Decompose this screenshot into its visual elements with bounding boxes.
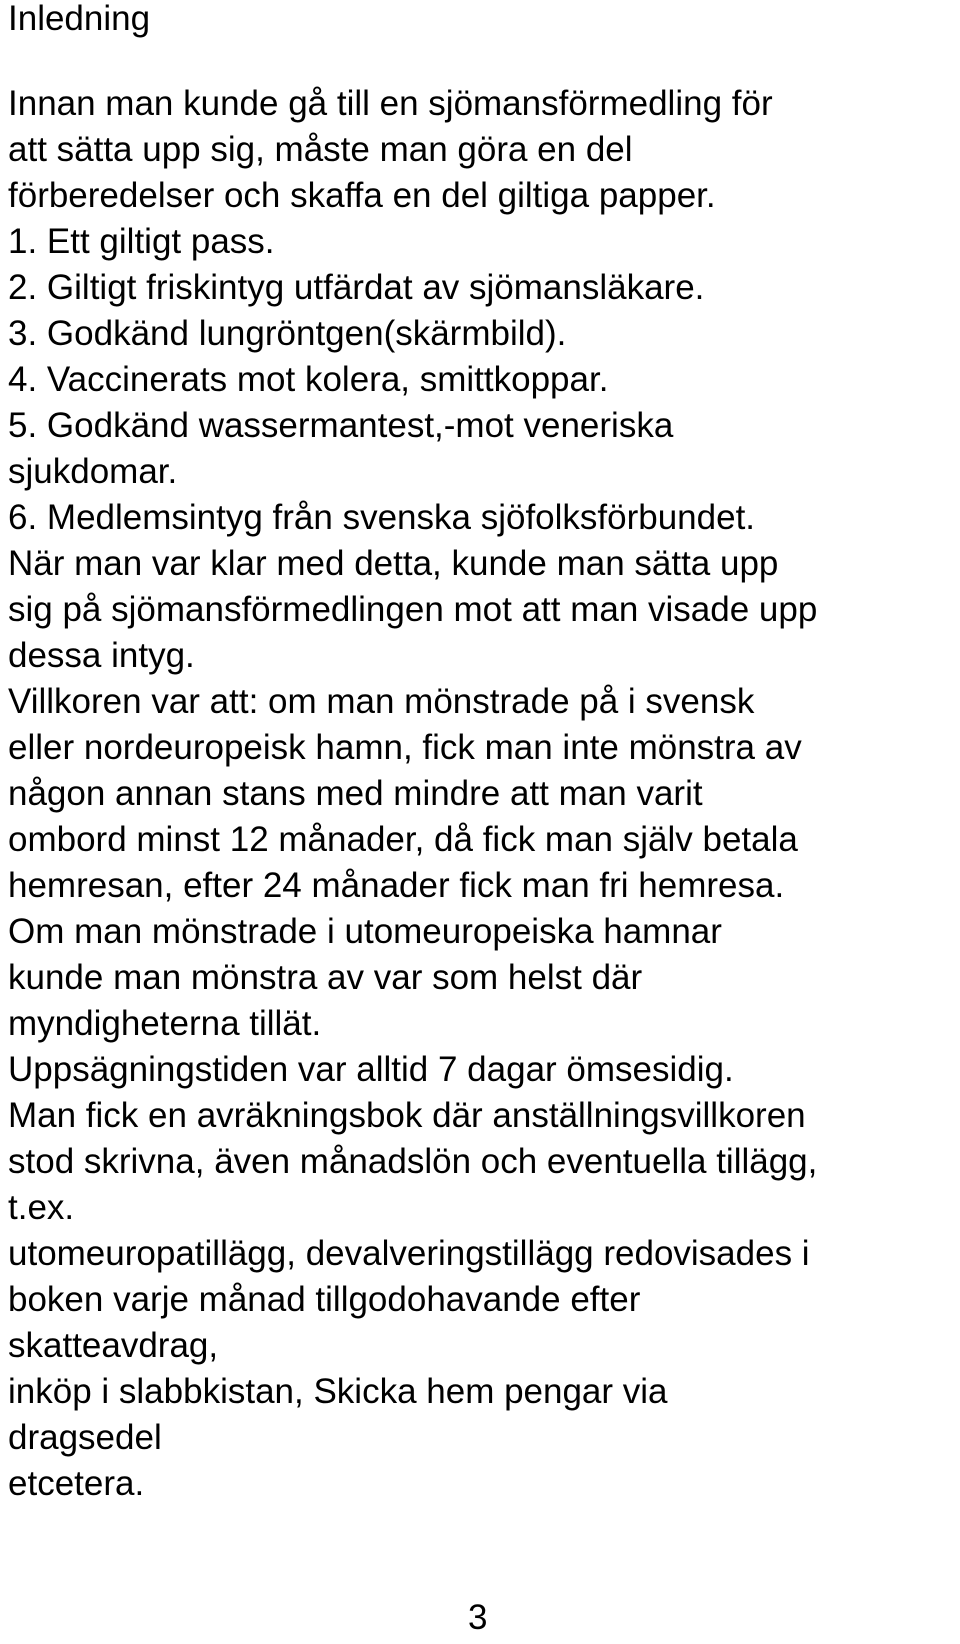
list-item-2: 2. Giltigt friskintyg utfärdat av sjömansläkare. [8,268,705,307]
text-line-26: utomeuropatillägg, devalveringstillägg redovisades i [8,1234,810,1273]
list-item-3: 3. Godkänd lungröntgen(skärmbild). [8,314,567,353]
list-item-1: 1. Ett giltigt pass. [8,222,275,261]
text-line-15: eller nordeuropeisk hamn, fick man inte mönstra av [8,728,802,767]
text-line-21: myndigheterna tillät. [8,1004,322,1043]
text-line-22: Uppsägningstiden var alltid 7 dagar ömsesidig. [8,1050,734,1089]
text-line-20: kunde man mönstra av var som helst där [8,958,643,997]
text-line-29: inköp i slabbkistan, Skicka hem pengar via [8,1372,668,1411]
list-item-6: 6. Medlemsintyg från svenska sjöfolksförbundet. [8,498,756,537]
text-line-18: hemresan, efter 24 månader fick man fri hemresa. [8,866,785,905]
page-heading: Inledning [8,0,151,38]
page-number: 3 [468,1598,488,1637]
text-line-1: Innan man kunde gå till en sjömansförmedling för [8,84,773,123]
text-line-25: t.ex. [8,1188,75,1227]
list-item-4: 4. Vaccinerats mot kolera, smittkoppar. [8,360,609,399]
text-line-3: förberedelser och skaffa en del giltiga papper. [8,176,716,215]
text-line-11: När man var klar med detta, kunde man sätta upp [8,544,779,583]
list-item-5: 5. Godkänd wassermantest,-mot veneriska [8,406,674,445]
text-line-27: boken varje månad tillgodohavande efter [8,1280,641,1319]
text-line-14: Villkoren var att: om man mönstrade på i svensk [8,682,755,721]
text-line-19: Om man mönstrade i utomeuropeiska hamnar [8,912,722,951]
text-line-2: att sätta upp sig, måste man göra en del [8,130,633,169]
text-line-31: etcetera. [8,1464,145,1503]
text-line-16: någon annan stans med mindre att man varit [8,774,703,813]
list-item-5-cont: sjukdomar. [8,452,178,491]
text-line-24: stod skrivna, även månadslön och eventuella tillägg, [8,1142,818,1181]
text-line-30: dragsedel [8,1418,162,1457]
text-line-13: dessa intyg. [8,636,195,675]
text-line-12: sig på sjömansförmedlingen mot att man visade upp [8,590,818,629]
text-line-23: Man fick en avräkningsbok där anställningsvillkoren [8,1096,806,1135]
text-line-17: ombord minst 12 månader, då fick man själv betala [8,820,798,859]
text-line-28: skatteavdrag, [8,1326,219,1365]
